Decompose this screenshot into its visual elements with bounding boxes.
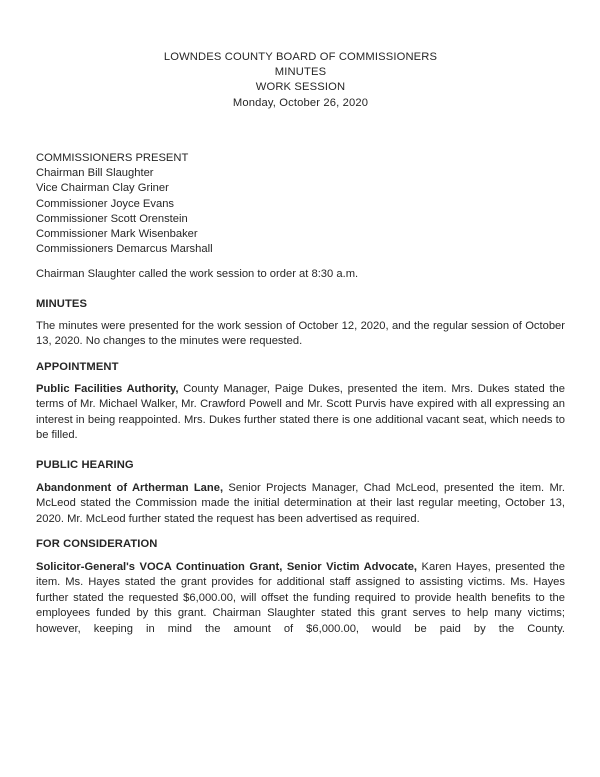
section-heading-appointment: APPOINTMENT (36, 361, 119, 373)
section-lead-appointment: Public Facilities Authority, (36, 383, 179, 395)
title-line-doctype: MINUTES (274, 66, 327, 79)
title-line-session: WORK SESSION (255, 81, 346, 94)
section-body-minutes (36, 319, 565, 350)
section-body-minutes-wrap (36, 319, 565, 350)
section-heading-for-consideration-wrap (36, 537, 565, 552)
attendee-chairman: Chairman Bill Slaughter (36, 167, 154, 180)
section-text-appointment: County Manager, Paige Dukes, presented the item. Mrs. Dukes stated the terms of Mr. Michael Walker, Mr. Crawford Powell and Mr. Scott Purvis have expired with all expressing an interest in being reappointed. Mrs. Dukes further stated there is one additional vacant seat, which needs to be filled. (36, 383, 565, 442)
section-body-for-consideration (36, 560, 565, 652)
title-line-date: Monday, October 26, 2020 (232, 96, 369, 109)
section-text-minutes: The minutes were presented for the work session of October 12, 2020, and the regular session of October 13, 2020. No changes to the minutes were requested. (36, 320, 565, 348)
section-text-public-hearing: Senior Projects Manager, Chad McLeod, presented the item. Mr. McLeod stated the Commission made the initial determination at their last regular meeting, October 13, 2020. Mr. McLeod further stated the request has been advertised as required. (36, 482, 565, 525)
attendee-commissioner-marshall: Commissioners Demarcus Marshall (36, 243, 213, 256)
section-heading-minutes: MINUTES (36, 298, 88, 310)
section-body-for-consideration-wrap (36, 560, 565, 652)
section-lead-for-consideration: Solicitor-General's VOCA Continuation Grant, Senior Victim Advocate, (36, 561, 418, 573)
section-body-appointment (36, 382, 565, 444)
attendee-vice-chairman: Vice Chairman Clay Griner (36, 182, 169, 195)
attendee-commissioner-wisenbaker: Commissioner Mark Wisenbaker (36, 228, 198, 241)
section-heading-appointment-wrap (36, 360, 565, 375)
section-lead-public-hearing: Abandonment of Artherman Lane, (36, 482, 224, 494)
section-body-appointment-wrap (36, 382, 565, 444)
section-text-for-consideration: Karen Hayes, presented the item. Ms. Hayes stated the grant provides for additional staff assigned to assisting victims. Ms. Hayes further stated the requested $6,000.00, will offset the funding required to provide health benefits to the employees funded by this grant. Chairman Slaughter stated this grant serves to help many victims; however, keeping in mind the amount of $6,000.00, would be paid by the County. (36, 561, 565, 635)
section-heading-public-hearing-wrap (36, 458, 565, 473)
section-body-public-hearing-wrap (36, 481, 565, 527)
document-title-block (36, 50, 565, 111)
title-line-organization: LOWNDES COUNTY BOARD OF COMMISSIONERS (163, 51, 438, 63)
section-body-public-hearing (36, 481, 565, 527)
call-to-order-block (36, 267, 565, 282)
section-heading-minutes-wrap (36, 297, 565, 312)
section-heading-for-consideration: FOR CONSIDERATION (36, 538, 158, 550)
section-heading-public-hearing: PUBLIC HEARING (36, 459, 134, 471)
attendee-commissioner-orenstein: Commissioner Scott Orenstein (36, 212, 188, 225)
commissioners-present-block (36, 151, 565, 257)
call-to-order-text: Chairman Slaughter called the work session to order at 8:30 a.m. (36, 268, 359, 280)
attendee-commissioner-evans: Commissioner Joyce Evans (36, 197, 175, 210)
commissioners-present-heading: COMMISSIONERS PRESENT (36, 152, 189, 164)
